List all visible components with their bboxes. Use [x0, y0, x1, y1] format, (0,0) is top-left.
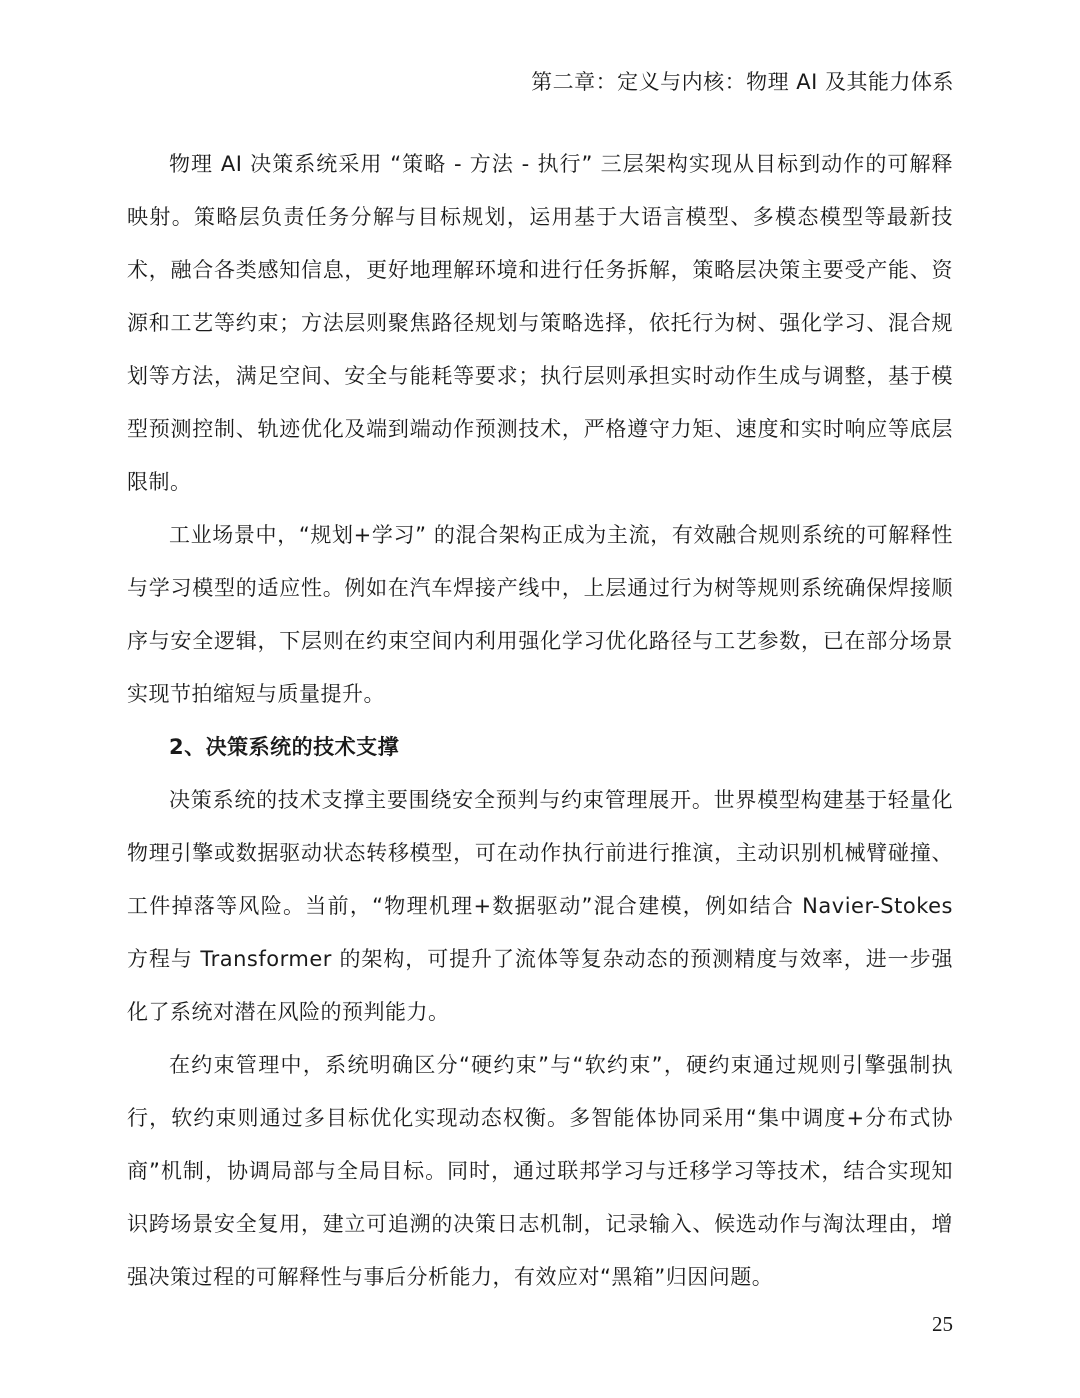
page-body	[127, 138, 953, 1304]
section-heading: 2、决策系统的技术支撑	[169, 735, 400, 759]
paragraph-technical-support: 决策系统的技术支撑主要围绕安全预判与约束管理展开。世界模型构建基于轻量化物理引擎或数据驱动状态转移模型，可在动作执行前进行推演，主动识别机械臂碰撞、工件掉落等风险。当前，“物理机理+数据驱动”混合建模，例如结合 Navier-Stokes 方程与 Transformer 的架构，可提升了流体等复杂动态的预测精度与效率，进一步强化了系统对潜在风险的预判能力。	[127, 788, 953, 1024]
chapter-header: 第二章：定义与内核：物理 AI 及其能力体系	[531, 70, 954, 94]
paragraph-decision-architecture: 物理 AI 决策系统采用 “策略 - 方法 - 执行” 三层架构实现从目标到动作的可解释映射。策略层负责任务分解与目标规划，运用基于大语言模型、多模态模型等最新技术，融合各类感知信息，更好地理解环境和进行任务拆解，策略层决策主要受产能、资源和工艺等约束；方法层则聚焦路径规划与策略选择，依托行为树、强化学习、混合规划等方法，满足空间、安全与能耗等要求；执行层则承担实时动作生成与调整，基于模型预测控制、轨迹优化及端到端动作预测技术，严格遵守力矩、速度和实时响应等底层限制。	[127, 152, 953, 494]
paragraph-industrial-hybrid: 工业场景中，“规划+学习” 的混合架构正成为主流，有效融合规则系统的可解释性与学习模型的适应性。例如在汽车焊接产线中，上层通过行为树等规则系统确保焊接顺序与安全逻辑，下层则在约束空间内利用强化学习优化路径与工艺参数，已在部分场景实现节拍缩短与质量提升。	[127, 523, 953, 706]
paragraph-constraint-management: 在约束管理中，系统明确区分“硬约束”与“软约束”，硬约束通过规则引擎强制执行，软约束则通过多目标优化实现动态权衡。多智能体协同采用“集中调度+分布式协商”机制，协调局部与全局目标。同时，通过联邦学习与迁移学习等技术，结合实现知识跨场景安全复用，建立可追溯的决策日志机制，记录输入、候选动作与淘汰理由，增强决策过程的可解释性与事后分析能力，有效应对“黑箱”归因问题。	[127, 1053, 953, 1289]
page-number: 25	[932, 1312, 953, 1336]
